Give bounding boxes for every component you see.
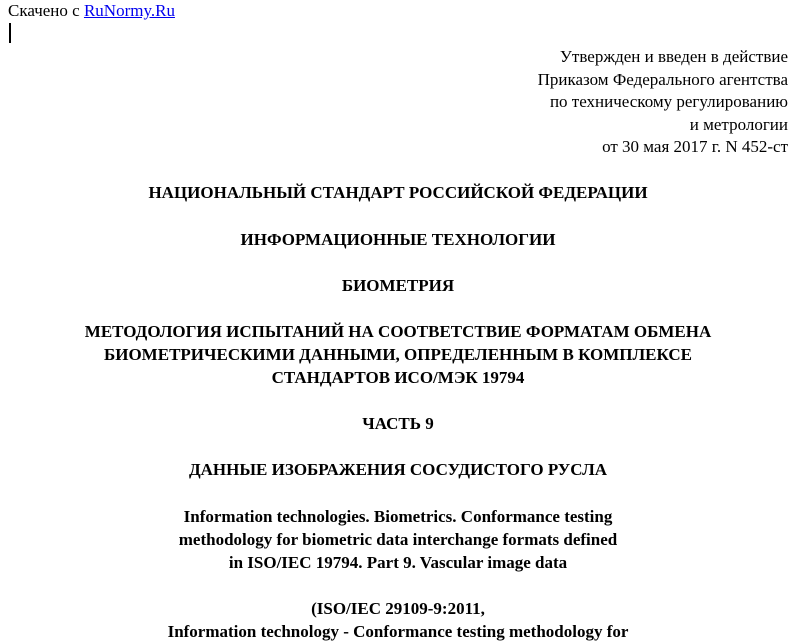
approval-line: от 30 мая 2017 г. N 452-ст: [602, 137, 788, 156]
approval-block: [368, 46, 788, 159]
approval-line: и метрологии: [689, 114, 788, 134]
approval-line: Приказом Федерального агентства: [537, 69, 788, 89]
part-title-heading: ДАННЫЕ ИЗОБРАЖЕНИЯ СОСУДИСТОГО РУСЛА: [188, 460, 608, 479]
source-attribution: [8, 1, 175, 21]
standard-type-heading: НАЦИОНАЛЬНЫЙ СТАНДАРТ РОССИЙСКОЙ ФЕДЕРАЦИИ: [148, 183, 648, 202]
english-title-line: methodology for biometric data interchange formats defined: [178, 530, 618, 549]
english-title-line: Information technologies. Biometrics. Conformance testing: [183, 507, 613, 526]
runormy-link[interactable]: RuNormy.Ru: [83, 1, 175, 20]
topic-heading: БИОМЕТРИЯ: [341, 276, 455, 295]
iso-reference-line: Information technology - Conformance testing methodology for: [167, 622, 629, 641]
approval-line: по техническому регулированию: [549, 92, 788, 111]
source-prefix: Скачено с: [8, 1, 84, 20]
english-title-line: in ISO/IEC 19794. Part 9. Vascular image data: [228, 553, 568, 572]
title-line: МЕТОДОЛОГИЯ ИСПЫТАНИЙ НА СООТВЕТСТВИЕ ФОРМАТАМ ОБМЕНА: [84, 322, 712, 341]
approval-line: Утвержден и введен в действие: [559, 47, 788, 66]
iso-reference-line: (ISO/IEC 29109-9:2011,: [311, 599, 485, 618]
title-line: БИОМЕТРИЧЕСКИМИ ДАННЫМИ, ОПРЕДЕЛЕННЫМ В КОМПЛЕКСЕ: [104, 345, 692, 364]
series-heading: ИНФОРМАЦИОННЫЕ ТЕХНОЛОГИИ: [240, 230, 556, 249]
part-heading: ЧАСТЬ 9: [362, 414, 434, 433]
text-cursor: [9, 23, 11, 43]
title-line: СТАНДАРТОВ ИСО/МЭК 19794: [271, 368, 525, 387]
